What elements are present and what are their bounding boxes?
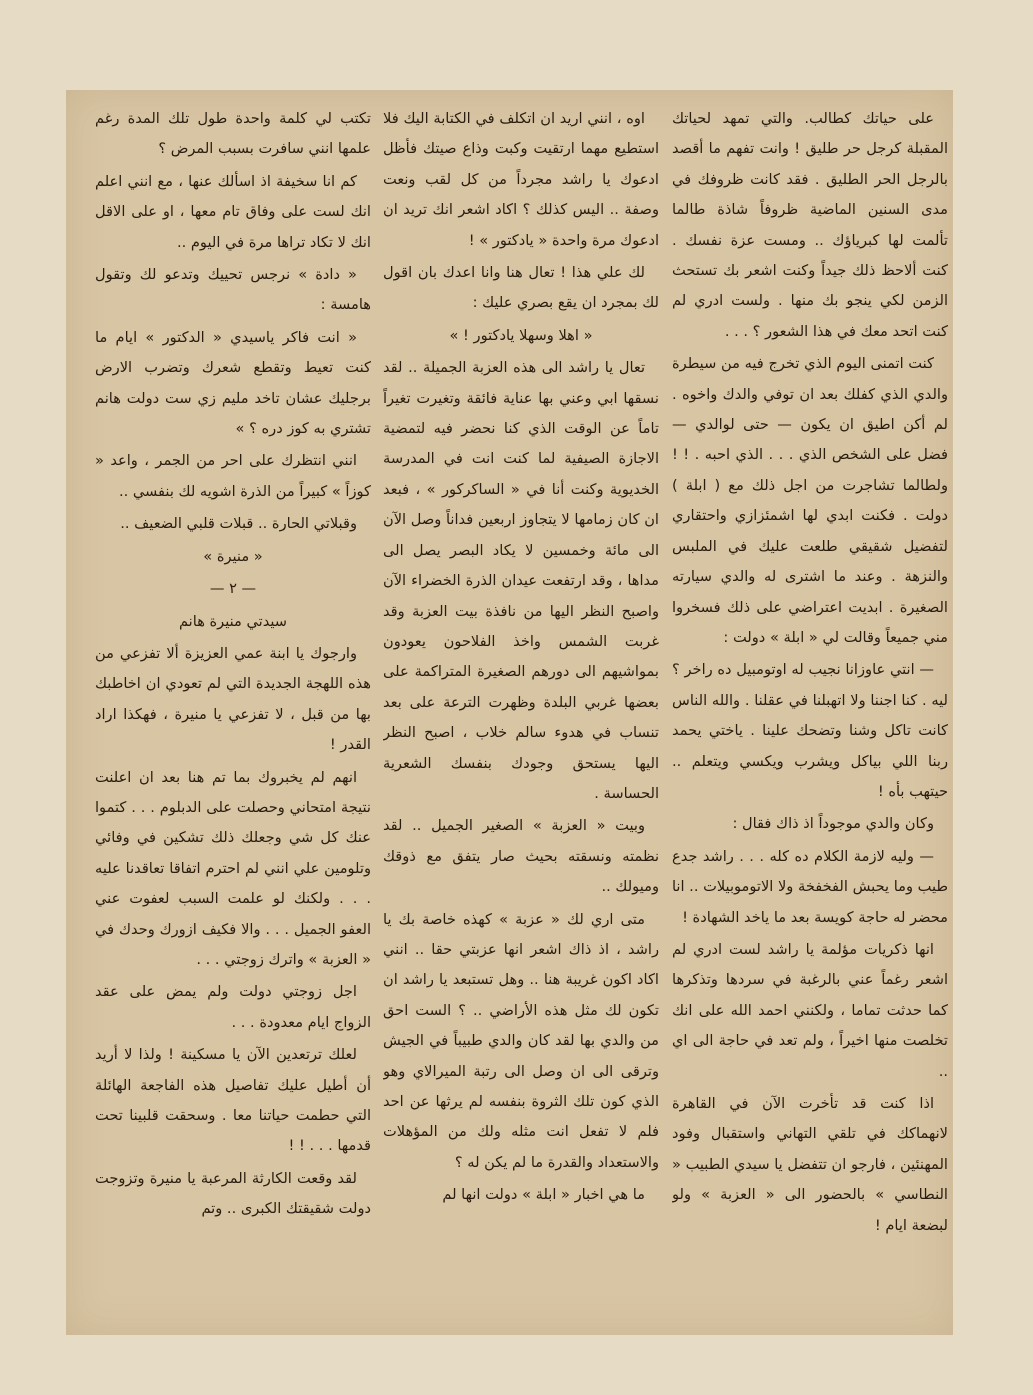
paragraph: تكتب لي كلمة واحدة طول تلك المدة رغم علمها انني سافرت بسبب المرض ؟ (95, 110, 371, 158)
paragraph: انني انتظرك على احر من الجمر ، واعد « كوزاً » كبيراً من الذرة اشويه لك بنفسي .. (95, 452, 371, 500)
paragraph: لقد وقعت الكارثة المرعبة يا منيرة وتزوجت دولت شقيقتك الكبرى .. وتم (95, 1169, 371, 1218)
magazine-page (66, 90, 953, 1335)
paragraph: تعال يا راشد الى هذه العزبة الجميلة .. لقد نسقها ابي وعني بها عناية فائقة وتغيرت تغيراً تاماً عن الوقت الذي كنا نحضر فيه لتمضية الاجازة الصيفية لما كنت انت في المدرسة الخديوية وكنت أنا في « الساكركور » ، فبعد ان كان زمامها لا يتجاوز اربعين فداناً وصل الآن الى مائة وخمسين لا يكاد البصر يصل الى مداها ، وقد ارتفعت عيدان الذرة الخضراء الآن واصبح النظر اليها من نافذة بيت العزبة وقد غربت الشمس واخذ الفلاحون يعودون بمواشيهم الى دورهم الصغيرة المتراكمة على بعضها غربي البلدة وظهرت الترعة على بعد تنساب في هدوء سالم خلاب ، اصبح النظر اليها يستحق وجودك بنفسك الشعرية الحساسة . (383, 359, 659, 802)
paragraph: لك علي هذا ! تعال هنا وانا اعدك بان اقول لك بمجرد ان يقع بصري عليك : (383, 264, 659, 312)
paragraph: على حياتك كطالب. والتي تمهد لحياتك المقبلة كرجل حر طليق ! وانت تفهم ما أقصد بالرجل الحر الطليق . فقد كانت ظروفك في مدى السنين الماضية ظروفاً شاذة طالما تألمت لها كبرياؤك .. ومست عزة نفسك . كنت ألاحظ ذلك جيداً وكنت اشعر بك تستحث الزمن لكي ينجو بك منها . ولست ادري لم كنت اتحد معك في هذا الشعور ؟ . . . (672, 110, 948, 340)
paragraph: انهم لم يخبروك بما تم هنا بعد ان اعلنت نتيجة امتحاني وحصلت على الدبلوم . . . كتموا عنك كل شي وجعلك ذلك تشكين في وفائي وتلومين علي انني لم احترم اتفاقا تعاقدنا عليه . . . ولكنك لو علمت السبب لعفوت عني العفو الجميل . . . والا فكيف ازورك وحدك في « العزبة » واترك زوجتي . . . (95, 768, 371, 968)
paragraph: متى اري لك « عزبة » كهذه خاصة بك يا راشد ، اذ ذاك اشعر انها عزبتي حقا .. انني اكاد اكون غريبة هنا .. وهل تستبعد يا راشد ان تكون لك مثل هذه الأراضي .. ؟ الست احق من والدي بها لقد كان والدي طبيباً في الجيش وترقى الى ان وصل الى رتبة الميرالاي وهو الذي كون تلك الثروة بنفسه لم يرثها عن احد فلم لا تفعل انت مثله ولك من المؤهلات والاستعداد والقدرة ما لم يكن له ؟ (383, 910, 659, 1171)
paragraph: وقبلاتي الحارة .. قبلات قلبي الضعيف .. (120, 515, 357, 533)
paragraph: كنت اتمنى اليوم الذي تخرج فيه من سيطرة والدي الذي كفلك بعد ان توفي والدك واخوه . لم أكن اطيق ان يكون — حتى لوالدي — فضل على الشخص الذي . . . الذي احبه . ! ! ولطالما تشاجرت من اجل ذلك مع ( ابلة ) دولت . فكنت ابدي لها اشمئزازي واحتقاري لتفضيل شقيقي طلعت عليك في الملبس والنزهة . وعند ما اشترى له والدي سيارته الصغيرة . ابديت اعتراضي على ذلك فسخروا مني جميعاً وقالت لي « ابلة » دولت : (672, 355, 948, 646)
paragraph: « دادة » نرجس تحييك وتدعو لك وتقول هامسة : (95, 266, 371, 314)
letter-salutation: سيدتي منيرة هانم (178, 612, 288, 630)
text-column-left (95, 104, 371, 1325)
paragraph: انها ذكريات مؤلمة يا راشد لست ادري لم اشعر رغماً عني بالرغبة في سردها وتذكرها كما حدثت تماما ، ولكنني احمد الله على انك تخلصت منها اخيراً ، ولم تعد في حاجة الى اي .. (672, 940, 948, 1080)
paragraph: وارجوك يا ابنة عمي العزيزة ألا تفزعي من هذه اللهجة الجديدة التي لم تعودي ان اخاطبك بها من قبل ، لا تفزعي يا منيرة ، فهكذا اراد القدر ! (95, 644, 371, 754)
paragraph: اجل زوجتي دولت ولم يمض على عقد الزواج ايام معدودة . . . (95, 983, 371, 1031)
paragraph: اوه ، انني اريد ان اتكلف في الكتابة اليك فلا استطيع مهما ارتقيت وكبت وذاع صيتك فأظل ادعوك يا راشد مجرداً من كل لقب ونعت وصفة .. اليس كذلك ؟ اكاد اشعر انك تريد ان ادعوك مرة واحدة « يادكتور » ! (383, 110, 659, 249)
paragraph: وكان والدي موجوداً اذ ذاك فقال : (732, 815, 934, 833)
text-column-right (672, 104, 948, 1325)
paragraph: « انت فاكر ياسيدي « الدكتور » ايام ما كنت تعيط وتقطع شعرك وتضرب الارض برجليك عشان تاخد مليم زي ست دولت هانم تشتري به كوز دره ؟ » (95, 328, 371, 438)
paragraph: كم انا سخيفة اذ اسألك عنها ، مع انني اعلم انك لست على وفاق تام معها ، او على الاقل انك لا تكاد تراها مرة في اليوم .. (95, 172, 371, 251)
paragraph: ما هي اخبار « ابلة » دولت انها لم (442, 1186, 645, 1204)
paragraph: — انتي عاوزانا نجيب له اوتومبيل ده راخر ؟ ليه . كنا اجننا ولا اتهبلنا في عقلنا . والله الناس كانت تاكل وشنا وتضحك علينا . ياختي يحمد ربنا اللي بياكل ويشرب ويكسي ويتعلم .. حيتهب بأه ! (672, 661, 948, 800)
paragraph: — وليه لازمة الكلام ده كله . . . راشد جدع طيب وما يحبش الفخفخة ولا الاتوموبيلات .. انا محضر له حاجة كويسة بعد ما ياخد الشهادة ! (672, 847, 948, 926)
text-column-middle (383, 104, 659, 1325)
paragraph: لعلك ترتعدين الآن يا مسكينة ! ولذا لا أريد أن أطيل عليك تفاصيل هذه الفاجعة الهائلة التي حطمت حياتنا معا . وسحقت قلبينا تحت قدمها . . . ! ! (95, 1046, 371, 1155)
paragraph: وبيت « العزبة » الصغير الجميل .. لقد نظمته ونسقته بحيث صار يتفق مع ذوقك وميولك .. (383, 817, 659, 896)
letter-signature: « منيرة » (203, 547, 263, 565)
section-number: — ٢ — (209, 580, 257, 598)
quoted-line: « اهلا وسهلا يادكتور ! » (449, 326, 593, 344)
paragraph: اذا كنت قد تأخرت الآن في القاهرة لانهماكك في تلقي التهاني واستقبال وفود المهنئين ، فارجو ان تتفضل يا سيدي الطبيب « النطاسي » بالحضور الى « العزبة » ولو لبضعة ايام ! (672, 1095, 948, 1234)
